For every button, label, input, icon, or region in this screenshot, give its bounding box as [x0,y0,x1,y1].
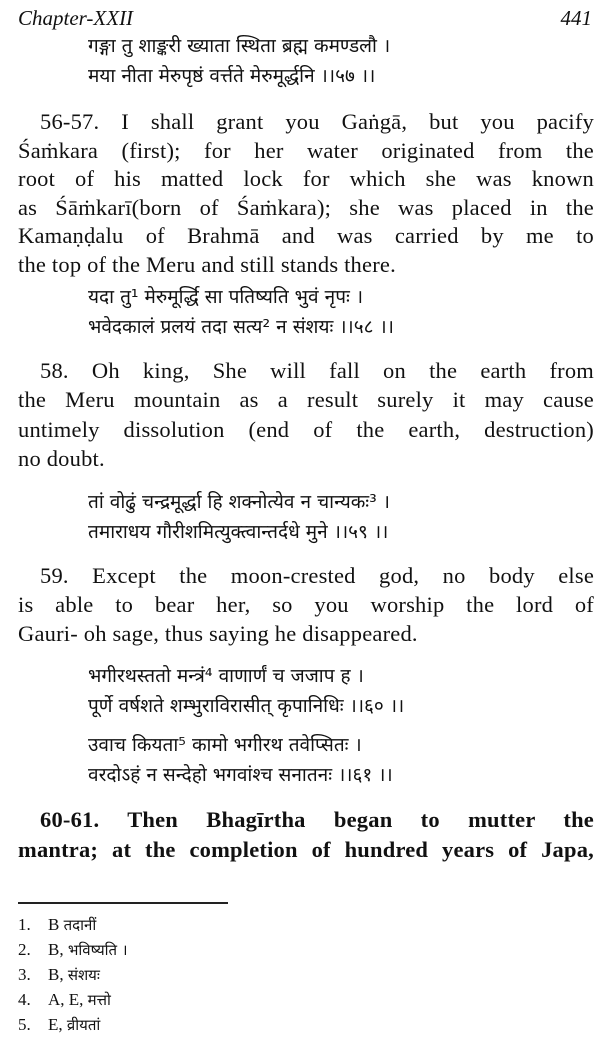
page-number: 441 [560,6,592,30]
footnote-source: E, [48,1015,63,1034]
footnote-number: 4. [18,990,31,1009]
sanskrit-verse-line: भगीरथस्ततो मन्त्रं⁴ वाणार्णं च जजाप ह । [88,665,364,687]
chapter-heading: Chapter-XXII [18,6,134,30]
footnote-divider [18,902,228,904]
footnote-number: 2. [18,940,31,959]
translation-line: the Meru mountain as a result surely it may cause [18,387,594,412]
translation-line: Kamaṇḍalu of Brahmā and was carried by me to [18,223,594,248]
footnote [18,914,96,936]
sanskrit-verse-line: तमाराधय गौरीशमित्युक्त्वान्तर्दधे मुने ।।५९ ।। [88,521,389,543]
translation-line: as Śāṁkarī(born of Śaṁkara); she was placed in the [18,195,594,220]
translation-line: root of his matted lock for which she was known [18,166,594,191]
sanskrit-verse-line: मया नीता मेरुपृष्ठं वर्त्तते मेरुमूर्द्धनि ।।५७ ।। [88,65,376,87]
translation-line: the top of the Meru and still stands there. [18,252,396,277]
sanskrit-verse-line: तां वोढुं चन्द्रमूर्द्धा हि शक्नोत्येव न चान्यकः³ । [88,491,391,513]
footnote [18,964,100,986]
footnote-source: A, E, [48,990,84,1009]
translation-line: 58. Oh king, She will fall on the earth from [40,358,594,383]
footnote-source: B, [48,940,64,959]
footnote-source: B [48,915,60,934]
sanskrit-verse-line: गङ्गा तु शाङ्करी ख्याता स्थिता ब्रह्म कमण्डलौ । [88,35,391,57]
footnote-number: 1. [18,915,31,934]
footnote-number: 3. [18,965,31,984]
footnote-text: तदानीं [63,916,97,934]
sanskrit-verse-line: वरदोऽहं न सन्देहो भगवांश्च सनातनः ।।६१ ।। [88,764,393,786]
sanskrit-verse-line: पूर्णे वर्षशते शम्भुराविरासीत् कृपानिधिः ।।६० ।। [88,695,405,717]
translation-line: is able to bear her, so you worship the lord of [18,592,594,617]
sanskrit-verse-line: भवेदकालं प्रलयं तदा सत्य² न संशयः ।।५८ ।। [88,316,394,338]
sanskrit-verse-line: यदा तु¹ मेरुमूर्द्धि सा पतिष्यति भुवं नृपः । [88,286,364,308]
translation-line: untimely dissolution (end of the earth, destruction) [18,417,594,442]
translation-line: mantra; at the completion of hundred years of Japa, [18,837,594,862]
translation-line: Śaṁkara (first); for her water originated from the [18,138,594,163]
translation-line: 56-57. I shall grant you Gaṅgā, but you pacify [40,109,594,134]
translation-line: Gauri- oh sage, thus saying he disappeared. [18,621,418,646]
translation-line: 60-61. Then Bhagīrtha began to mutter the [40,807,594,832]
footnote-text: व्रीयतां [66,1016,101,1034]
footnote-text: संशयः [67,966,100,984]
footnote [18,939,128,961]
footnote-source: B, [48,965,64,984]
footnote-text: भविष्यति । [67,941,128,959]
footnote-number: 5. [18,1015,31,1034]
footnote [18,1014,100,1036]
footnote [18,989,111,1011]
translation-line: 59. Except the moon-crested god, no body else [40,563,594,588]
sanskrit-verse-line: उवाच कियता⁵ कामो भगीरथ तवेप्सितः । [88,734,362,756]
footnote-text: मत्तो [87,991,111,1009]
translation-line: no doubt. [18,446,105,471]
